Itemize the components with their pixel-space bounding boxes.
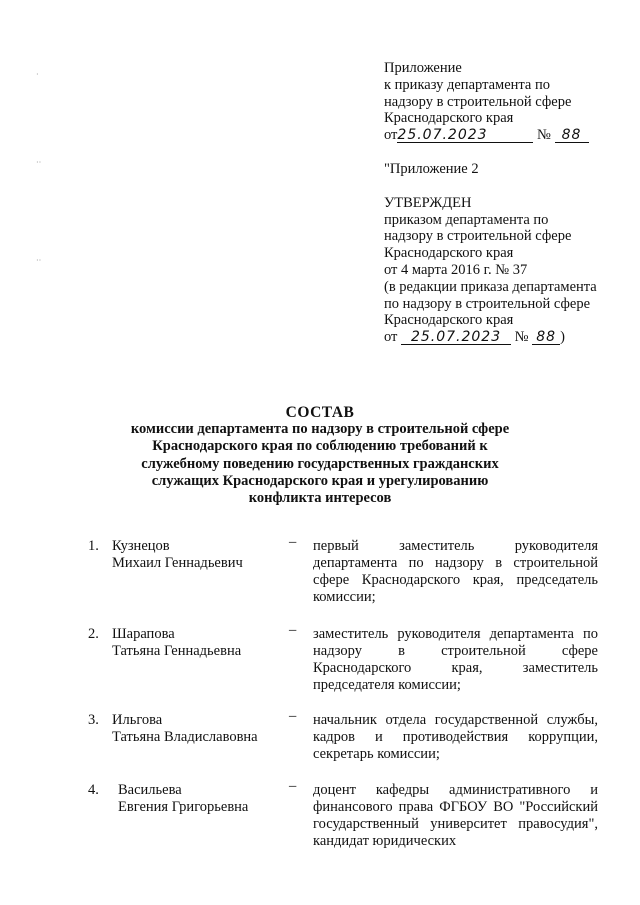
- member-role: начальник отдела государственной службы, кадров и противодействия коррупции, секретарь комиссии;: [313, 712, 598, 762]
- member-given-names: Евгения Григорьевна: [118, 799, 249, 815]
- approved-label: УТВЕРЖДЕН: [384, 194, 472, 211]
- member-name: [112, 538, 282, 572]
- member-given-names: Татьяна Владиславовна: [112, 729, 258, 745]
- member-number: 4.: [88, 782, 99, 798]
- edition-line: по надзору в строительной сфере: [384, 295, 591, 312]
- approved-line: Краснодарского края: [384, 245, 514, 262]
- member-name: [118, 782, 288, 816]
- approved-line: надзору в строительной сфере: [384, 228, 572, 245]
- member-name: [112, 712, 282, 746]
- member-role: доцент кафедры административного и финансового права ФГБОУ ВО "Российский государственный университет правосудия", кандидат юридических: [313, 782, 598, 849]
- order-date-handwritten: 25.07.2023: [397, 128, 533, 143]
- appendix2-label: "Приложение 2: [384, 160, 479, 177]
- member-number: 1.: [88, 538, 99, 554]
- member-given-names: Татьяна Геннадьевна: [112, 643, 242, 659]
- member-role: первый заместитель руководителя департамента по надзору в строительной сфере Краснодарского края, председатель комиссии;: [313, 538, 598, 605]
- scan-artifact: ··: [36, 158, 42, 167]
- order-line: Краснодарского края: [384, 110, 514, 127]
- member-number: 2.: [88, 626, 99, 642]
- member-surname: Кузнецов: [112, 538, 170, 554]
- number-prefix: №: [537, 127, 551, 144]
- scan-artifact: ·: [36, 70, 39, 79]
- member-surname: Васильева: [118, 782, 182, 798]
- edition-number-prefix: №: [514, 329, 529, 346]
- title-line: комиссии департамента по надзору в строительной сфере: [130, 421, 510, 438]
- order-line: к приказу департамента по: [384, 76, 550, 93]
- appendix-header: [384, 60, 624, 346]
- title-line: служебному поведению государственных гражданских: [141, 455, 499, 472]
- member-number: 3.: [88, 712, 99, 728]
- dash-separator: –: [289, 622, 297, 638]
- edition-line: Краснодарского края: [384, 312, 514, 329]
- member-role: заместитель руководителя департамента по надзору в строительной сфере Краснодарского края, заместитель председателя комиссии;: [313, 626, 598, 693]
- order-date-line: [384, 127, 624, 144]
- order-number-handwritten: 88: [555, 128, 589, 143]
- dash-separator: –: [289, 778, 297, 794]
- title-main: СОСТАВ: [285, 404, 355, 421]
- date-prefix: от: [384, 127, 398, 144]
- edition-date-handwritten: 25.07.2023: [401, 330, 511, 345]
- dash-separator: –: [289, 534, 297, 550]
- dash-separator: –: [289, 708, 297, 724]
- scan-artifact: ··: [36, 256, 42, 265]
- edition-number-handwritten: 88: [532, 330, 560, 345]
- member-given-names: Михаил Геннадьевич: [112, 555, 243, 571]
- edition-date-prefix: от: [384, 329, 398, 346]
- title-line: конфликта интересов: [248, 490, 392, 507]
- appendix-label: Приложение: [384, 60, 462, 76]
- edition-date-line: [384, 329, 624, 346]
- order-line: надзору в строительной сфере: [384, 93, 572, 110]
- member-surname: Ильгова: [112, 712, 163, 728]
- title-line: служащих Краснодарского края и урегулированию: [151, 472, 489, 489]
- approved-line: приказом департамента по: [384, 211, 549, 228]
- member-name: [112, 626, 282, 660]
- edition-close: ): [560, 329, 565, 346]
- title-line: Краснодарского края по соблюдению требований к: [152, 438, 488, 455]
- document-title: [90, 404, 550, 507]
- member-surname: Шарапова: [112, 626, 175, 642]
- approved-line: от 4 марта 2016 г. № 37: [384, 261, 528, 278]
- edition-line: (в редакции приказа департамента: [384, 278, 597, 295]
